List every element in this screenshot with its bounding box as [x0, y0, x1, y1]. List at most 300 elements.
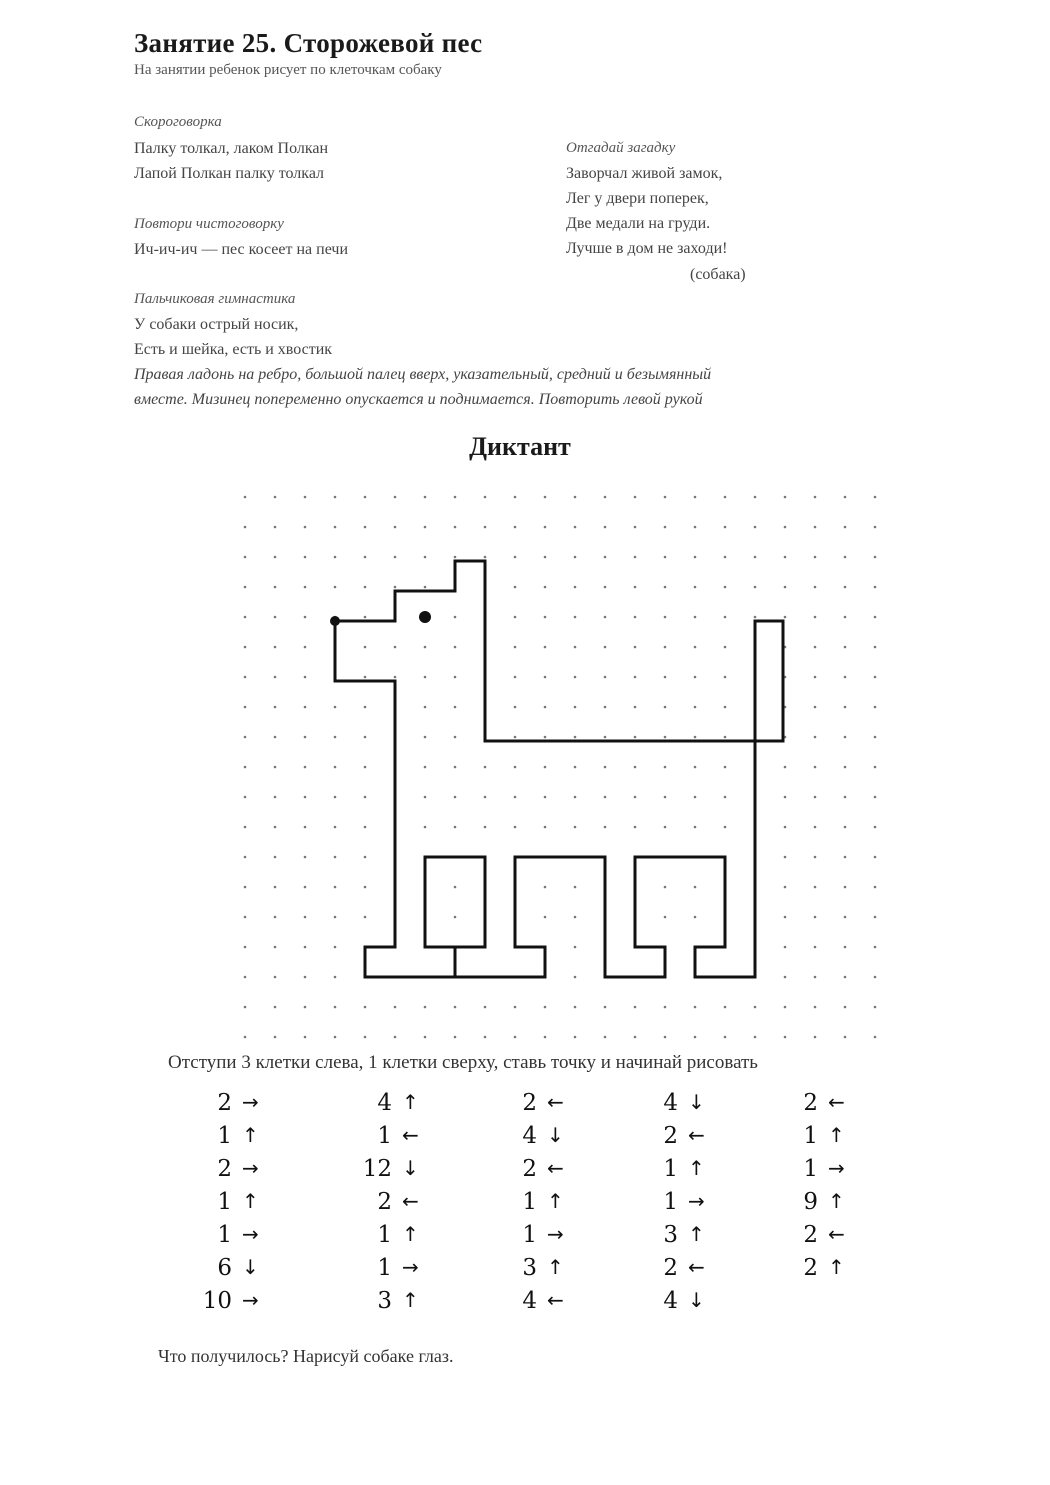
grid-dot [874, 976, 877, 979]
dictation-step [190, 1123, 290, 1156]
step-count: 1 [663, 1189, 678, 1215]
grid-dot [514, 1036, 517, 1039]
grid-dot [304, 916, 307, 919]
step-count: 4 [663, 1090, 678, 1116]
step-count: 1 [377, 1255, 392, 1281]
grid-dot [604, 1006, 607, 1009]
riddle-line: Заворчал живой замок, [566, 165, 723, 182]
grid-dot [544, 586, 547, 589]
grid-dot [664, 586, 667, 589]
grid-dot [454, 826, 457, 829]
step-count: 6 [217, 1255, 232, 1281]
dictation-step [776, 1189, 876, 1222]
step-count: 2 [377, 1189, 392, 1215]
grid-dot [514, 586, 517, 589]
arrow-down-icon: ↓ [402, 1156, 419, 1180]
dictation-step [495, 1222, 595, 1255]
grid-dot [274, 826, 277, 829]
dictation-step [495, 1090, 595, 1123]
grid-dot [724, 646, 727, 649]
dictation-step [636, 1189, 736, 1222]
grid-dot [244, 496, 247, 499]
dictation-step [350, 1255, 450, 1288]
grid-dot [604, 526, 607, 529]
grid-dot [544, 736, 547, 739]
grid-dot [574, 886, 577, 889]
dictation-step [350, 1189, 450, 1222]
grid-dot [664, 1006, 667, 1009]
arrow-up-icon: ↑ [828, 1255, 845, 1279]
grid-dot [844, 706, 847, 709]
step-count: 2 [663, 1123, 678, 1149]
grid-dot [844, 1036, 847, 1039]
dictation-step [636, 1288, 736, 1321]
page-subtitle: На занятии ребенок рисует по клеточкам собаку [134, 62, 442, 78]
grid-dot [844, 886, 847, 889]
grid-dot [364, 886, 367, 889]
dictation-question: Что получилось? Нарисуй собаке глаз. [158, 1346, 454, 1366]
grid-dot [364, 736, 367, 739]
grid-dot [454, 736, 457, 739]
dictation-step [190, 1090, 290, 1123]
grid-dot [364, 526, 367, 529]
grid-dot [334, 706, 337, 709]
grid-dot [724, 676, 727, 679]
grid-dot [634, 646, 637, 649]
grid-dot [574, 646, 577, 649]
grid-dot [544, 706, 547, 709]
step-count: 2 [803, 1255, 818, 1281]
grid-dot [694, 556, 697, 559]
grid-dot [364, 556, 367, 559]
arrow-right-icon: → [688, 1189, 705, 1213]
grid-dot [724, 736, 727, 739]
grid-dot [484, 556, 487, 559]
grid-dot [664, 526, 667, 529]
grid-dot [694, 586, 697, 589]
grid-dot [424, 556, 427, 559]
grid-dot [814, 736, 817, 739]
grid-dot [844, 736, 847, 739]
grid-dot [724, 766, 727, 769]
grid-dot [724, 526, 727, 529]
grid-dot [544, 556, 547, 559]
grid-dot [664, 916, 667, 919]
grid-dot [484, 796, 487, 799]
dog-nose-start-dot [330, 616, 340, 626]
grid-dot [604, 826, 607, 829]
gymnastics-line: Есть и шейка, есть и хвостик [134, 341, 333, 358]
grid-dot [424, 526, 427, 529]
step-count: 1 [217, 1222, 232, 1248]
gymnastics-note: Правая ладонь на ребро, большой палец вверх, указательный, средний и безымянный [134, 366, 712, 383]
grid-dot [634, 616, 637, 619]
grid-dot [874, 616, 877, 619]
dictation-step [350, 1123, 450, 1156]
dictation-step [350, 1156, 450, 1189]
chistogovorka-heading: Повтори чистоговорку [134, 216, 284, 232]
grid-dot [844, 616, 847, 619]
grid-dot [454, 1006, 457, 1009]
grid-dot [604, 496, 607, 499]
arrow-left-icon: ← [688, 1123, 705, 1147]
grid-dot [814, 586, 817, 589]
grid-dot [694, 496, 697, 499]
grid-dot [874, 826, 877, 829]
grid-dot [544, 766, 547, 769]
grid-dot [364, 766, 367, 769]
grid-dot [514, 736, 517, 739]
grid-dot [754, 586, 757, 589]
grid-dot [334, 1036, 337, 1039]
grid-dot [694, 1036, 697, 1039]
grid-dot [364, 1036, 367, 1039]
grid-dot [274, 766, 277, 769]
arrow-left-icon: ← [547, 1288, 564, 1312]
grid-dot [814, 526, 817, 529]
grid-dot [754, 616, 757, 619]
grid-dot [334, 976, 337, 979]
step-count: 3 [663, 1222, 678, 1248]
grid-dot [574, 586, 577, 589]
step-count: 1 [522, 1189, 537, 1215]
grid-dot [814, 946, 817, 949]
grid-dot [244, 886, 247, 889]
grid-dot [274, 886, 277, 889]
grid-dot [844, 796, 847, 799]
arrow-up-icon: ↑ [547, 1189, 564, 1213]
grid-dot [604, 556, 607, 559]
grid-dot [304, 646, 307, 649]
chistogovorka-line: Ич-ич-ич — пес косеет на печи [134, 241, 349, 258]
grid-dot [304, 976, 307, 979]
grid-dot [724, 796, 727, 799]
grid-dot [394, 496, 397, 499]
grid-dot [484, 826, 487, 829]
grid-dot [874, 736, 877, 739]
page-title: Занятие 25. Сторожевой пес [134, 28, 483, 58]
grid-dot [574, 976, 577, 979]
grid-dot [394, 646, 397, 649]
arrow-up-icon: ↑ [242, 1123, 259, 1147]
dictation-column [350, 1090, 450, 1321]
grid-dot [424, 586, 427, 589]
grid-dot [334, 586, 337, 589]
grid-dot [304, 766, 307, 769]
arrow-up-icon: ↑ [688, 1156, 705, 1180]
grid-dot [784, 886, 787, 889]
grid-dot [844, 976, 847, 979]
arrow-left-icon: ← [547, 1090, 564, 1114]
step-count: 2 [663, 1255, 678, 1281]
grid-dot [574, 496, 577, 499]
dictation-step [190, 1255, 290, 1288]
grid-dot [454, 526, 457, 529]
dictation-step [495, 1156, 595, 1189]
grid-dot [664, 706, 667, 709]
grid-dot [874, 586, 877, 589]
grid-dot [244, 826, 247, 829]
grid-dot [634, 496, 637, 499]
grid-dot [604, 586, 607, 589]
grid-dot [634, 556, 637, 559]
grid-dot [814, 676, 817, 679]
grid-dot [454, 646, 457, 649]
arrow-left-icon: ← [402, 1123, 419, 1147]
gymnastics-note: вместе. Мизинец попеременно опускается и поднимается. Повторить левой рукой [134, 391, 703, 408]
grid-dot [694, 1006, 697, 1009]
grid-dot [814, 646, 817, 649]
arrow-up-icon: ↑ [688, 1222, 705, 1246]
grid-dot [514, 1006, 517, 1009]
grid-dot [844, 856, 847, 859]
grid-dot [244, 976, 247, 979]
grid-dot [274, 946, 277, 949]
grid-dot [574, 1036, 577, 1039]
step-count: 3 [377, 1288, 392, 1314]
grid-dot [874, 496, 877, 499]
grid-dot [394, 526, 397, 529]
grid-dot [634, 826, 637, 829]
grid-dot [634, 1006, 637, 1009]
grid-dot [724, 586, 727, 589]
step-count: 12 [362, 1156, 392, 1182]
grid-dot [274, 526, 277, 529]
grid-dot [334, 766, 337, 769]
grid-dot [694, 706, 697, 709]
grid-dot [844, 646, 847, 649]
dictation-step [190, 1222, 290, 1255]
grid-dot [544, 886, 547, 889]
grid-dot [334, 796, 337, 799]
grid-dot [424, 796, 427, 799]
grid-dot [424, 646, 427, 649]
arrow-up-icon: ↑ [402, 1222, 419, 1246]
grid-dot [574, 796, 577, 799]
grid-dot [844, 1006, 847, 1009]
grid-dot [844, 916, 847, 919]
grid-dot [424, 766, 427, 769]
grid-dot [514, 706, 517, 709]
step-count: 1 [663, 1156, 678, 1182]
grid-dot [664, 556, 667, 559]
arrow-right-icon: → [242, 1156, 259, 1180]
grid-dot [814, 826, 817, 829]
grid-dot [724, 616, 727, 619]
step-count: 1 [377, 1222, 392, 1248]
grid-dot [574, 736, 577, 739]
grid-dot [664, 826, 667, 829]
grid-dot [364, 796, 367, 799]
grid-dot [454, 766, 457, 769]
grid-dot [754, 526, 757, 529]
dictation-step [495, 1189, 595, 1222]
grid-dot [784, 496, 787, 499]
grid-dot [544, 1006, 547, 1009]
grid-dot [544, 916, 547, 919]
grid-dot [604, 646, 607, 649]
arrow-left-icon: ← [547, 1156, 564, 1180]
grid-dot [304, 526, 307, 529]
grid-dot [274, 706, 277, 709]
grid-dot [574, 826, 577, 829]
dictation-step [636, 1123, 736, 1156]
grid-dot [454, 886, 457, 889]
grid-dot [364, 1006, 367, 1009]
dictation-column [495, 1090, 595, 1321]
step-count: 4 [377, 1090, 392, 1116]
step-count: 3 [522, 1255, 537, 1281]
grid-dot [454, 616, 457, 619]
grid-dot [244, 676, 247, 679]
grid-dot [814, 766, 817, 769]
grid-dot [784, 526, 787, 529]
grid-dot [334, 736, 337, 739]
grid-dot [274, 616, 277, 619]
dog-eye [419, 611, 431, 623]
grid-dot [244, 856, 247, 859]
grid-dot [574, 556, 577, 559]
grid-dot [424, 496, 427, 499]
grid-dot [604, 1036, 607, 1039]
tongue-twister-heading: Скороговорка [134, 114, 222, 130]
dictation-step [636, 1255, 736, 1288]
grid-dot [304, 556, 307, 559]
grid-dot [334, 856, 337, 859]
grid-dot [364, 706, 367, 709]
grid-dot [244, 1006, 247, 1009]
grid-dot [694, 676, 697, 679]
tongue-twister-line: Лапой Полкан палку толкал [134, 165, 325, 182]
grid-dot [544, 796, 547, 799]
grid-dot [394, 556, 397, 559]
grid-dot [274, 976, 277, 979]
grid-dot [784, 766, 787, 769]
arrow-up-icon: ↑ [402, 1288, 419, 1312]
arrow-down-icon: ↓ [547, 1123, 564, 1147]
grid-dot [544, 526, 547, 529]
grid-dot [244, 646, 247, 649]
grid-dot [784, 856, 787, 859]
grid-dot [514, 676, 517, 679]
gymnastics-line: У собаки острый носик, [134, 316, 299, 333]
grid-dot [454, 496, 457, 499]
grid-dot [724, 556, 727, 559]
grid-dot [874, 766, 877, 769]
arrow-left-icon: ← [828, 1222, 845, 1246]
grid-dot [544, 496, 547, 499]
grid-dot [574, 706, 577, 709]
grid-dot [484, 496, 487, 499]
dictation-step [350, 1288, 450, 1321]
arrow-right-icon: → [242, 1288, 259, 1312]
dictation-step [350, 1222, 450, 1255]
grid-dot [634, 766, 637, 769]
grid-dot [604, 676, 607, 679]
grid-dot [304, 616, 307, 619]
step-count: 1 [217, 1189, 232, 1215]
grid-dot [304, 1036, 307, 1039]
grid-dot [274, 916, 277, 919]
grid-dot [874, 646, 877, 649]
grid-dot [664, 676, 667, 679]
grid-dot [544, 1036, 547, 1039]
grid-dot [334, 526, 337, 529]
grid-dot [874, 1036, 877, 1039]
grid-dot [604, 766, 607, 769]
grid-dot [574, 766, 577, 769]
grid-dot [274, 676, 277, 679]
grid-dot [874, 856, 877, 859]
grid-dot [814, 976, 817, 979]
step-count: 1 [803, 1156, 818, 1182]
grid-dot [304, 796, 307, 799]
grid-dot [424, 826, 427, 829]
grid-dot [784, 556, 787, 559]
dictation-step [495, 1123, 595, 1156]
grid-dot [394, 1006, 397, 1009]
grid-dot [844, 676, 847, 679]
dictation-step [636, 1222, 736, 1255]
grid-dot [514, 826, 517, 829]
grid-dot [784, 946, 787, 949]
grid-dot [364, 916, 367, 919]
grid-dot [424, 1006, 427, 1009]
grid-dot [244, 556, 247, 559]
dictation-title: Диктант [469, 432, 571, 461]
grid-dot [754, 1036, 757, 1039]
grid-dot [784, 1006, 787, 1009]
grid-dot [514, 796, 517, 799]
grid-dot [304, 946, 307, 949]
dictation-step [636, 1090, 736, 1123]
grid-dot [244, 616, 247, 619]
grid-dot [874, 1006, 877, 1009]
grid-dot [634, 736, 637, 739]
grid-dot [874, 556, 877, 559]
grid-dot [814, 886, 817, 889]
riddle-line: Лег у двери поперек, [566, 190, 709, 207]
arrow-up-icon: ↑ [402, 1090, 419, 1114]
grid-dot [454, 676, 457, 679]
grid-dot [364, 856, 367, 859]
grid-dot [424, 736, 427, 739]
grid-dot [364, 676, 367, 679]
dictation-step [776, 1123, 876, 1156]
grid-dot [694, 526, 697, 529]
grid-dot [544, 646, 547, 649]
grid-dot [784, 976, 787, 979]
grid-dot [244, 706, 247, 709]
dictation-step [636, 1156, 736, 1189]
dictation-step [776, 1255, 876, 1288]
grid-dot [814, 1006, 817, 1009]
grid-dot [274, 646, 277, 649]
grid-dot [514, 496, 517, 499]
grid-dot [634, 706, 637, 709]
step-count: 1 [377, 1123, 392, 1149]
step-count: 2 [522, 1090, 537, 1116]
grid-dot [784, 796, 787, 799]
grid-dot [514, 646, 517, 649]
grid-dot [604, 796, 607, 799]
grid-dot [784, 586, 787, 589]
grid-dot [274, 736, 277, 739]
grid-dot [244, 946, 247, 949]
grid-dot [274, 556, 277, 559]
grid-dot [334, 496, 337, 499]
arrow-left-icon: ← [688, 1255, 705, 1279]
